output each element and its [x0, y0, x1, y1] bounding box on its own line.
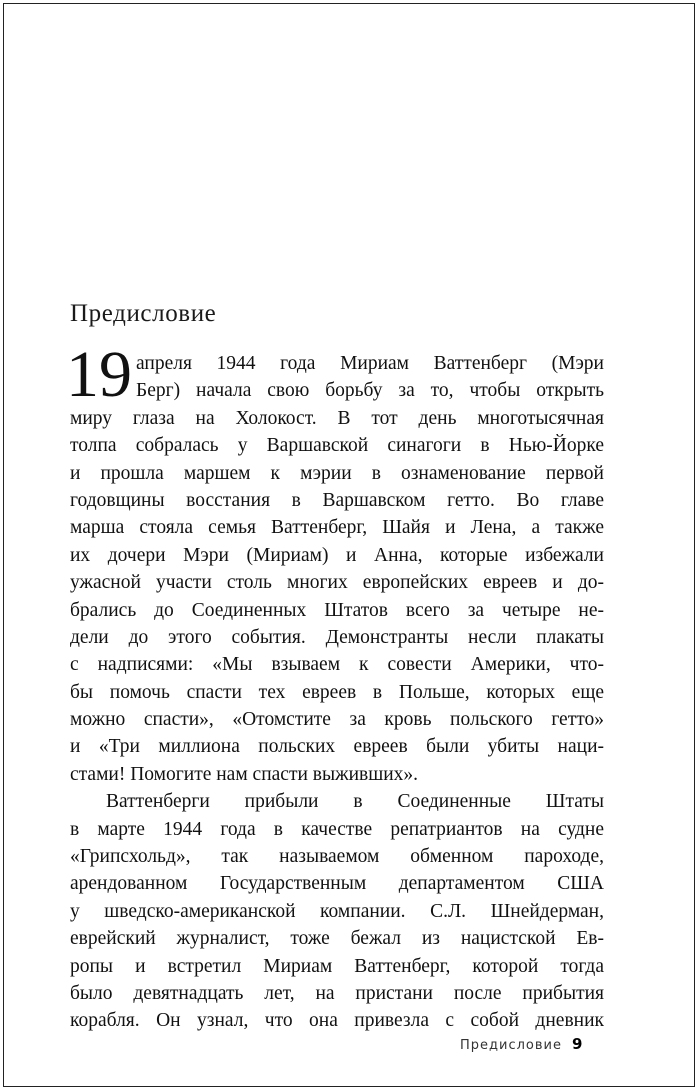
page-footer — [460, 1035, 582, 1053]
text-line: годовщины восстания в Варшавском гетто. Во главе — [70, 489, 604, 511]
text-line: можно спасти», «Отомстите за кровь польского гетто» — [70, 709, 604, 731]
text-line: еврейский журналист, тоже бежал из нацистской Ев- — [70, 928, 604, 950]
text-line: Берг) начала свою борьбу за то, чтобы открыть — [136, 380, 604, 402]
text-line: толпа собралась у Варшавской синагоги в Нью-Йорке — [70, 435, 604, 457]
text-line: миру глаза на Холокост. В тот день многотысячная — [70, 407, 604, 429]
text-line: бы помочь спасти тех евреев в Польше, которых еще — [70, 681, 604, 703]
text-line: ужасной участи столь многих европейских евреев и до- — [70, 572, 604, 594]
paragraph-1 — [70, 350, 604, 788]
text-line: корабля. Он узнал, что она привезла с собой дневник — [70, 1010, 604, 1032]
page-title: Предисловие — [70, 300, 217, 327]
text-line: брались до Соединенных Штатов всего за четыре не- — [70, 599, 604, 621]
page-number: 9 — [571, 1035, 583, 1053]
running-title: Предисловие — [460, 1038, 562, 1053]
text-line: в марте 1944 года в качестве репатриантов на судне — [70, 818, 604, 840]
text-line: стами! Помогите нам спасти выживших». — [70, 763, 419, 785]
book-page — [3, 3, 695, 1087]
text-line: ропы и встретил Мириам Ваттенберг, которой тогда — [70, 955, 604, 977]
text-line: и прошла маршем к мэрии в ознаменование первой — [70, 462, 604, 484]
text-line: апреля 1944 года Мириам Ваттенберг (Мэри — [136, 353, 604, 374]
text-line: «Грипсхольд», так называемом обменном пароходе, — [70, 846, 604, 868]
text-line: марша стояла семья Ваттенберг, Шайя и Лена, а также — [70, 517, 604, 539]
text-line: дели до этого события. Демонстранты несли плакаты — [70, 626, 604, 648]
text-line: было девятнадцать лет, на пристани после прибытия — [70, 982, 604, 1004]
text-line: с надписями: «Мы взываем к совести Америки, что- — [70, 654, 604, 676]
body-text — [66, 338, 604, 1035]
text-line: у шведско-американской компании. С.Л. Шнейдерман, — [70, 900, 604, 922]
text-line: их дочери Мэри (Мириам) и Анна, которые избежали — [70, 544, 604, 566]
drop-cap: 19 — [66, 338, 132, 411]
text-line: Ваттенберги прибыли в Соединенные Штаты — [106, 791, 604, 813]
text-line: арендованном Государственным департаментом США — [70, 873, 604, 895]
paragraph-2 — [70, 788, 604, 1035]
text-line: и «Три миллиона польских евреев были убиты нaци- — [70, 736, 604, 758]
